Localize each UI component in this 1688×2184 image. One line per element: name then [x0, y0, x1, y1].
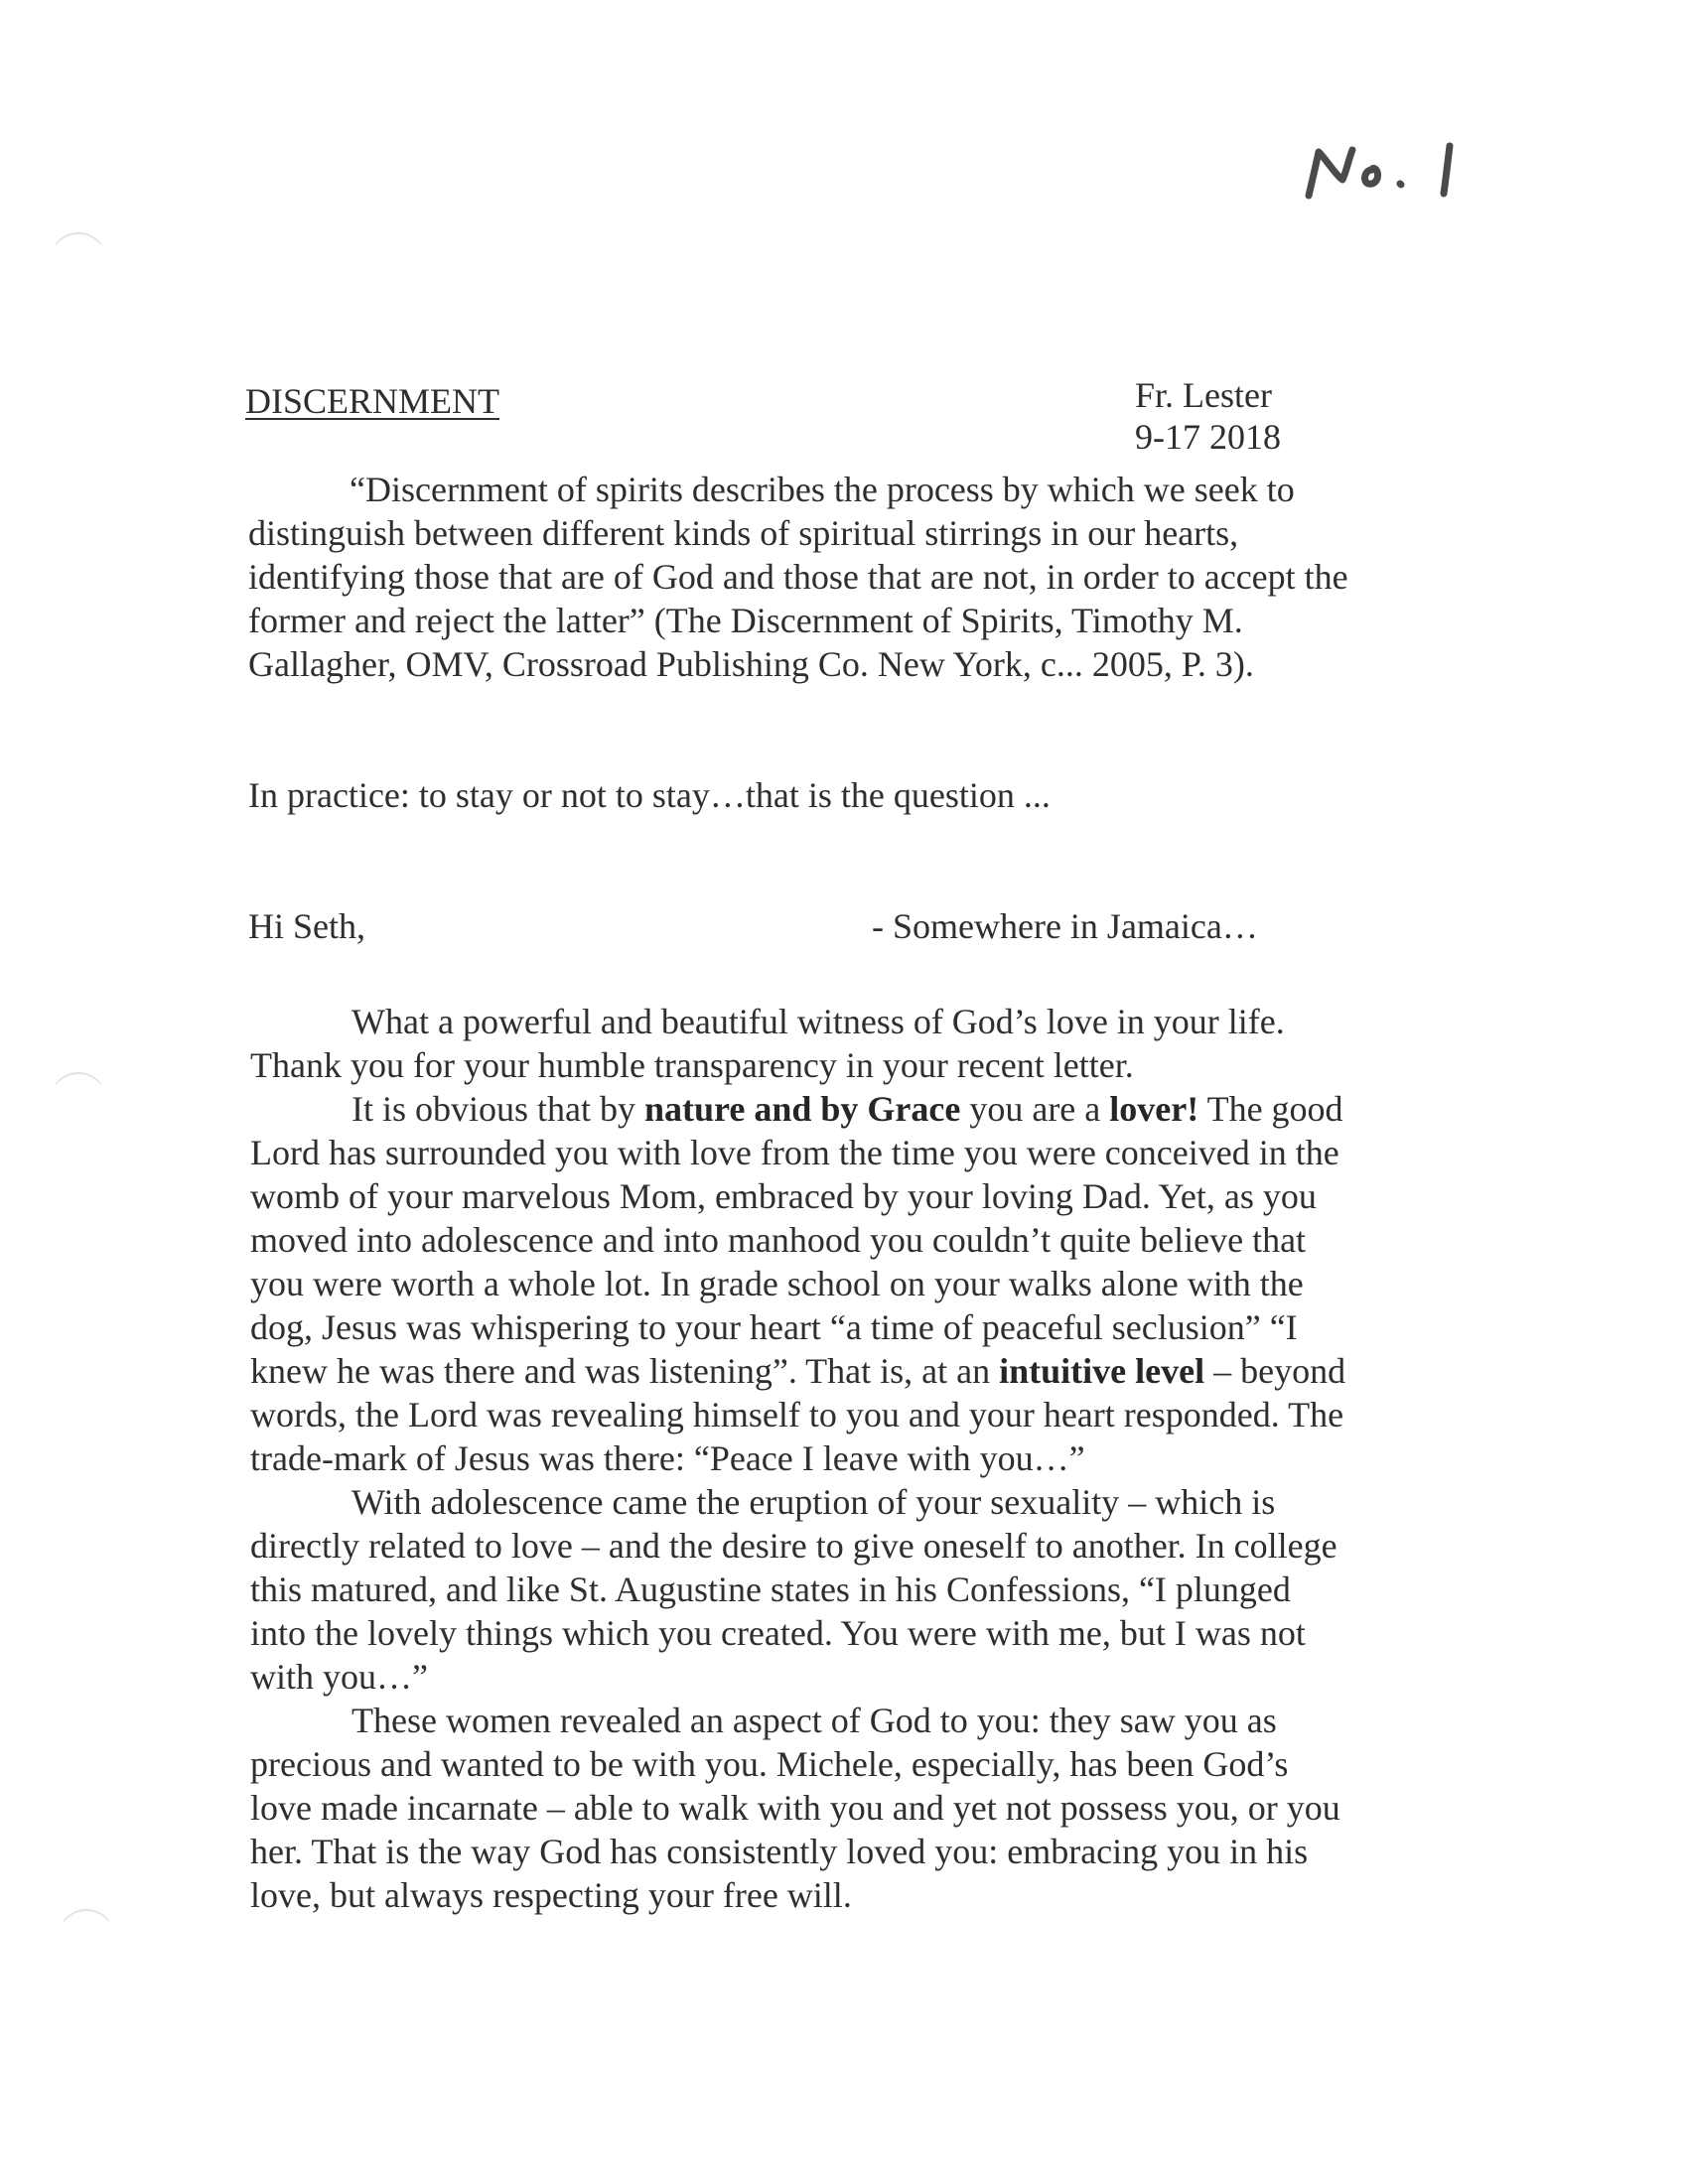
author-block [1135, 374, 1281, 458]
body-line: with you…” [250, 1657, 428, 1697]
handwritten-doc-number [1291, 134, 1479, 213]
location-note: - Somewhere in Jamaica… [872, 906, 1258, 946]
punch-hole-mark [58, 1909, 115, 1968]
punch-hole-mark [50, 232, 107, 291]
quote-line: former and reject the latter” (The Discernment of Spirits, Timothy M. [248, 601, 1243, 640]
body-line: words, the Lord was revealing himself to you and your heart responded. The [250, 1395, 1344, 1434]
body-line: moved into adolescence and into manhood you couldn’t quite believe that [250, 1220, 1307, 1260]
bold-word-lover: lover! [1109, 1089, 1199, 1129]
practice-line: In practice: to stay or not to stay…that is the question ... [248, 775, 1051, 815]
document-title: DISCERNMENT [245, 381, 500, 421]
author-name: Fr. Lester [1135, 375, 1272, 415]
letter-body [250, 1000, 1345, 1917]
body-line: this matured, and like St. Augustine states in his Confessions, “I plunged [250, 1570, 1291, 1609]
punch-hole-mark [50, 1072, 107, 1131]
body-line: you were worth a whole lot. In grade school on your walks alone with the [250, 1264, 1304, 1303]
body-line: precious and wanted to be with you. Michele, especially, has been God’s [250, 1744, 1289, 1784]
quote-line: identifying those that are of God and those that are not, in order to accept the [248, 557, 1348, 597]
quote-line: “Discernment of spirits describes the process by which we seek to [350, 470, 1295, 509]
bold-phrase-intuitive-level: intuitive level [999, 1351, 1205, 1391]
body-line [250, 1087, 1345, 1131]
body-line: Lord has surrounded you with love from the time you were conceived in the [250, 1133, 1339, 1172]
definition-quote [248, 468, 1348, 686]
body-line [250, 1349, 1345, 1393]
bold-phrase-nature-and-grace: nature and by Grace [644, 1089, 961, 1129]
document-date: 9-17 2018 [1135, 417, 1281, 457]
body-line: With adolescence came the eruption of your sexuality – which is [352, 1482, 1276, 1522]
text-run: knew he was there and was listening”. That is, at an [250, 1351, 1000, 1391]
body-line: Thank you for your humble transparency in your recent letter. [250, 1045, 1134, 1085]
text-run: you are a [960, 1089, 1110, 1129]
quote-line: distinguish between different kinds of spiritual stirrings in our hearts, [248, 513, 1239, 553]
body-line: What a powerful and beautiful witness of God’s love in your life. [352, 1002, 1285, 1041]
quote-line: Gallagher, OMV, Crossroad Publishing Co. New York, c... 2005, P. 3). [248, 644, 1254, 684]
text-run: – beyond [1204, 1351, 1346, 1391]
body-line: directly related to love – and the desire to give oneself to another. In college [250, 1526, 1337, 1566]
body-line: into the lovely things which you created. You were with me, but I was not [250, 1613, 1306, 1653]
text-run: It is obvious that by [352, 1089, 644, 1129]
body-line: trade-mark of Jesus was there: “Peace I leave with you…” [250, 1438, 1085, 1478]
salutation: Hi Seth, [248, 906, 366, 946]
body-line: These women revealed an aspect of God to you: they saw you as [352, 1701, 1277, 1740]
handwriting-no-1-graphic [1291, 134, 1479, 213]
body-line: love made incarnate – able to walk with you and yet not possess you, or you [250, 1788, 1340, 1828]
text-run: The good [1198, 1089, 1343, 1129]
body-line: her. That is the way God has consistently loved you: embracing you in his [250, 1832, 1309, 1871]
body-line: dog, Jesus was whispering to your heart “a time of peaceful seclusion” “I [250, 1307, 1298, 1347]
body-line: womb of your marvelous Mom, embraced by your loving Dad. Yet, as you [250, 1176, 1317, 1216]
body-line: love, but always respecting your free will. [250, 1875, 852, 1915]
